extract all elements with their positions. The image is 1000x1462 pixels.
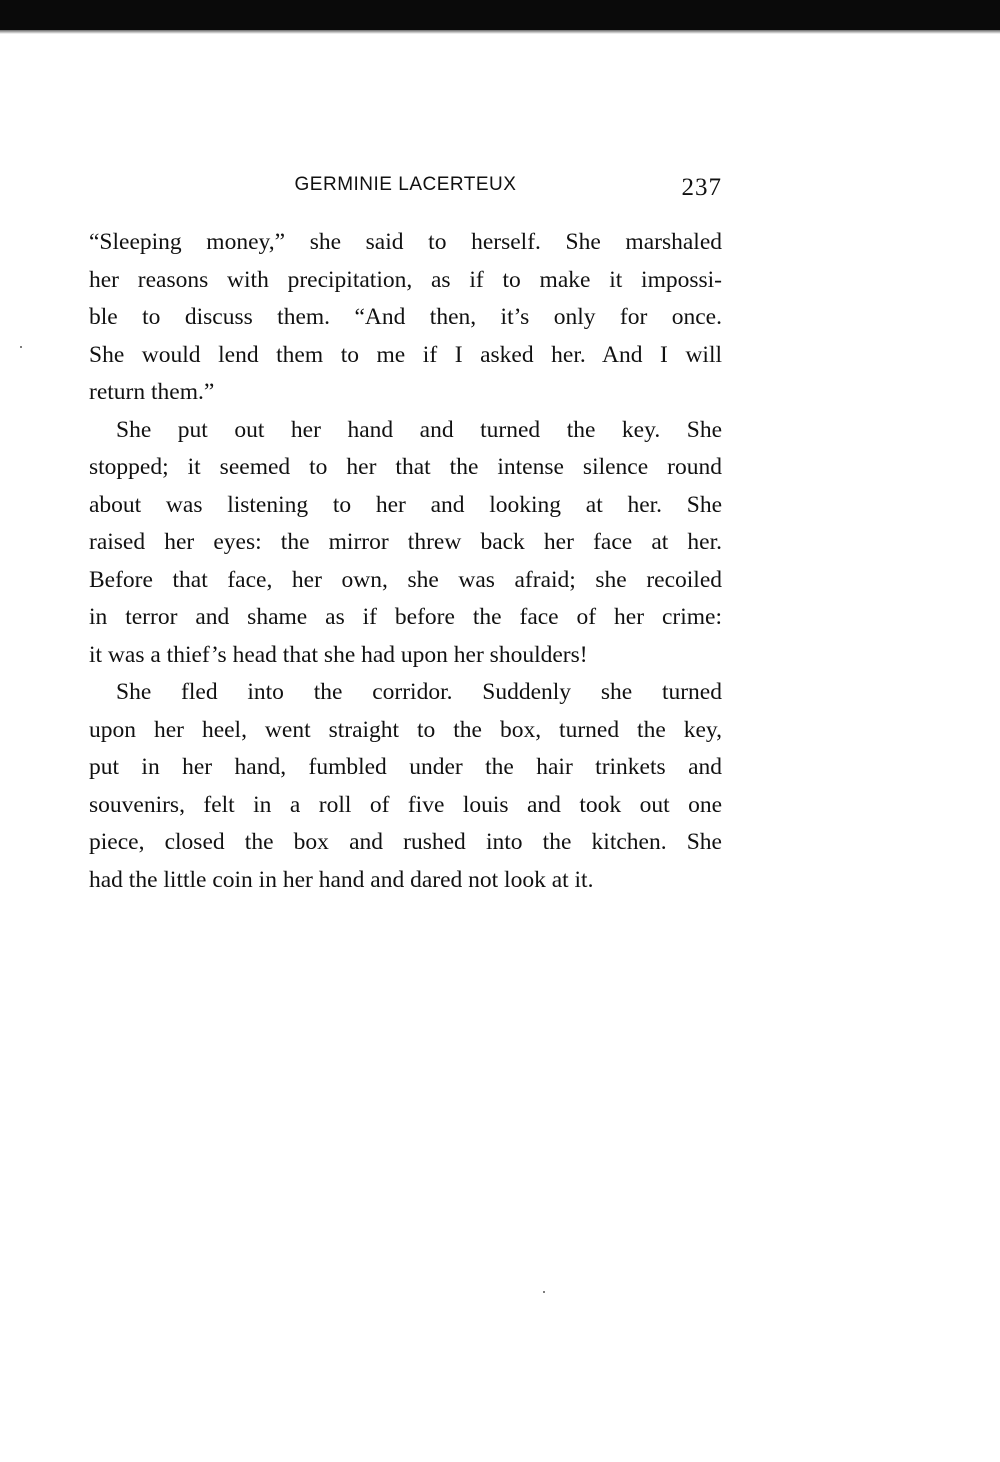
scan-border-shadow — [0, 30, 1000, 34]
text-line: it was a thief’s head that she had upon her shoulders! — [89, 641, 588, 668]
running-title: GERMINIE LACERTEUX — [294, 174, 517, 195]
scan-speck — [543, 1291, 545, 1293]
text-line: her reasons with precipitation, as if to make it impossi- — [89, 266, 722, 293]
body-text — [89, 224, 722, 899]
text-line: in terror and shame as if before the face of her crime: — [89, 604, 722, 630]
text-line: ble to discuss them. “And then, it’s only for once. — [89, 304, 722, 330]
text-line: She fled into the corridor. Suddenly she turned — [116, 679, 722, 705]
text-line: Before that face, her own, she was afraid; she recoiled — [89, 566, 722, 593]
text-line: She put out her hand and turned the key. She — [116, 416, 722, 443]
text-line: She would lend them to me if I asked her. And I will — [89, 341, 722, 368]
text-line: return them.” — [89, 379, 215, 405]
text-line: about was listening to her and looking at her. She — [89, 491, 722, 518]
page-number: 237 — [681, 174, 722, 201]
running-head — [89, 170, 722, 204]
text-line: souvenirs, felt in a roll of five louis and took out one — [89, 791, 722, 818]
text-line: upon her heel, went straight to the box, turned the key, — [89, 716, 722, 743]
text-line: raised her eyes: the mirror threw back her face at her. — [89, 529, 722, 555]
text-line: had the little coin in her hand and dared not look at it. — [89, 866, 594, 893]
text-line: put in her hand, fumbled under the hair trinkets and — [89, 754, 722, 780]
scan-speck — [20, 346, 22, 348]
scan-top-border — [0, 0, 1000, 30]
text-line: stopped; it seemed to her that the intense silence round — [89, 454, 722, 480]
text-line: piece, closed the box and rushed into the kitchen. She — [89, 829, 722, 855]
text-line: “Sleeping money,” she said to herself. She marshaled — [89, 229, 722, 255]
